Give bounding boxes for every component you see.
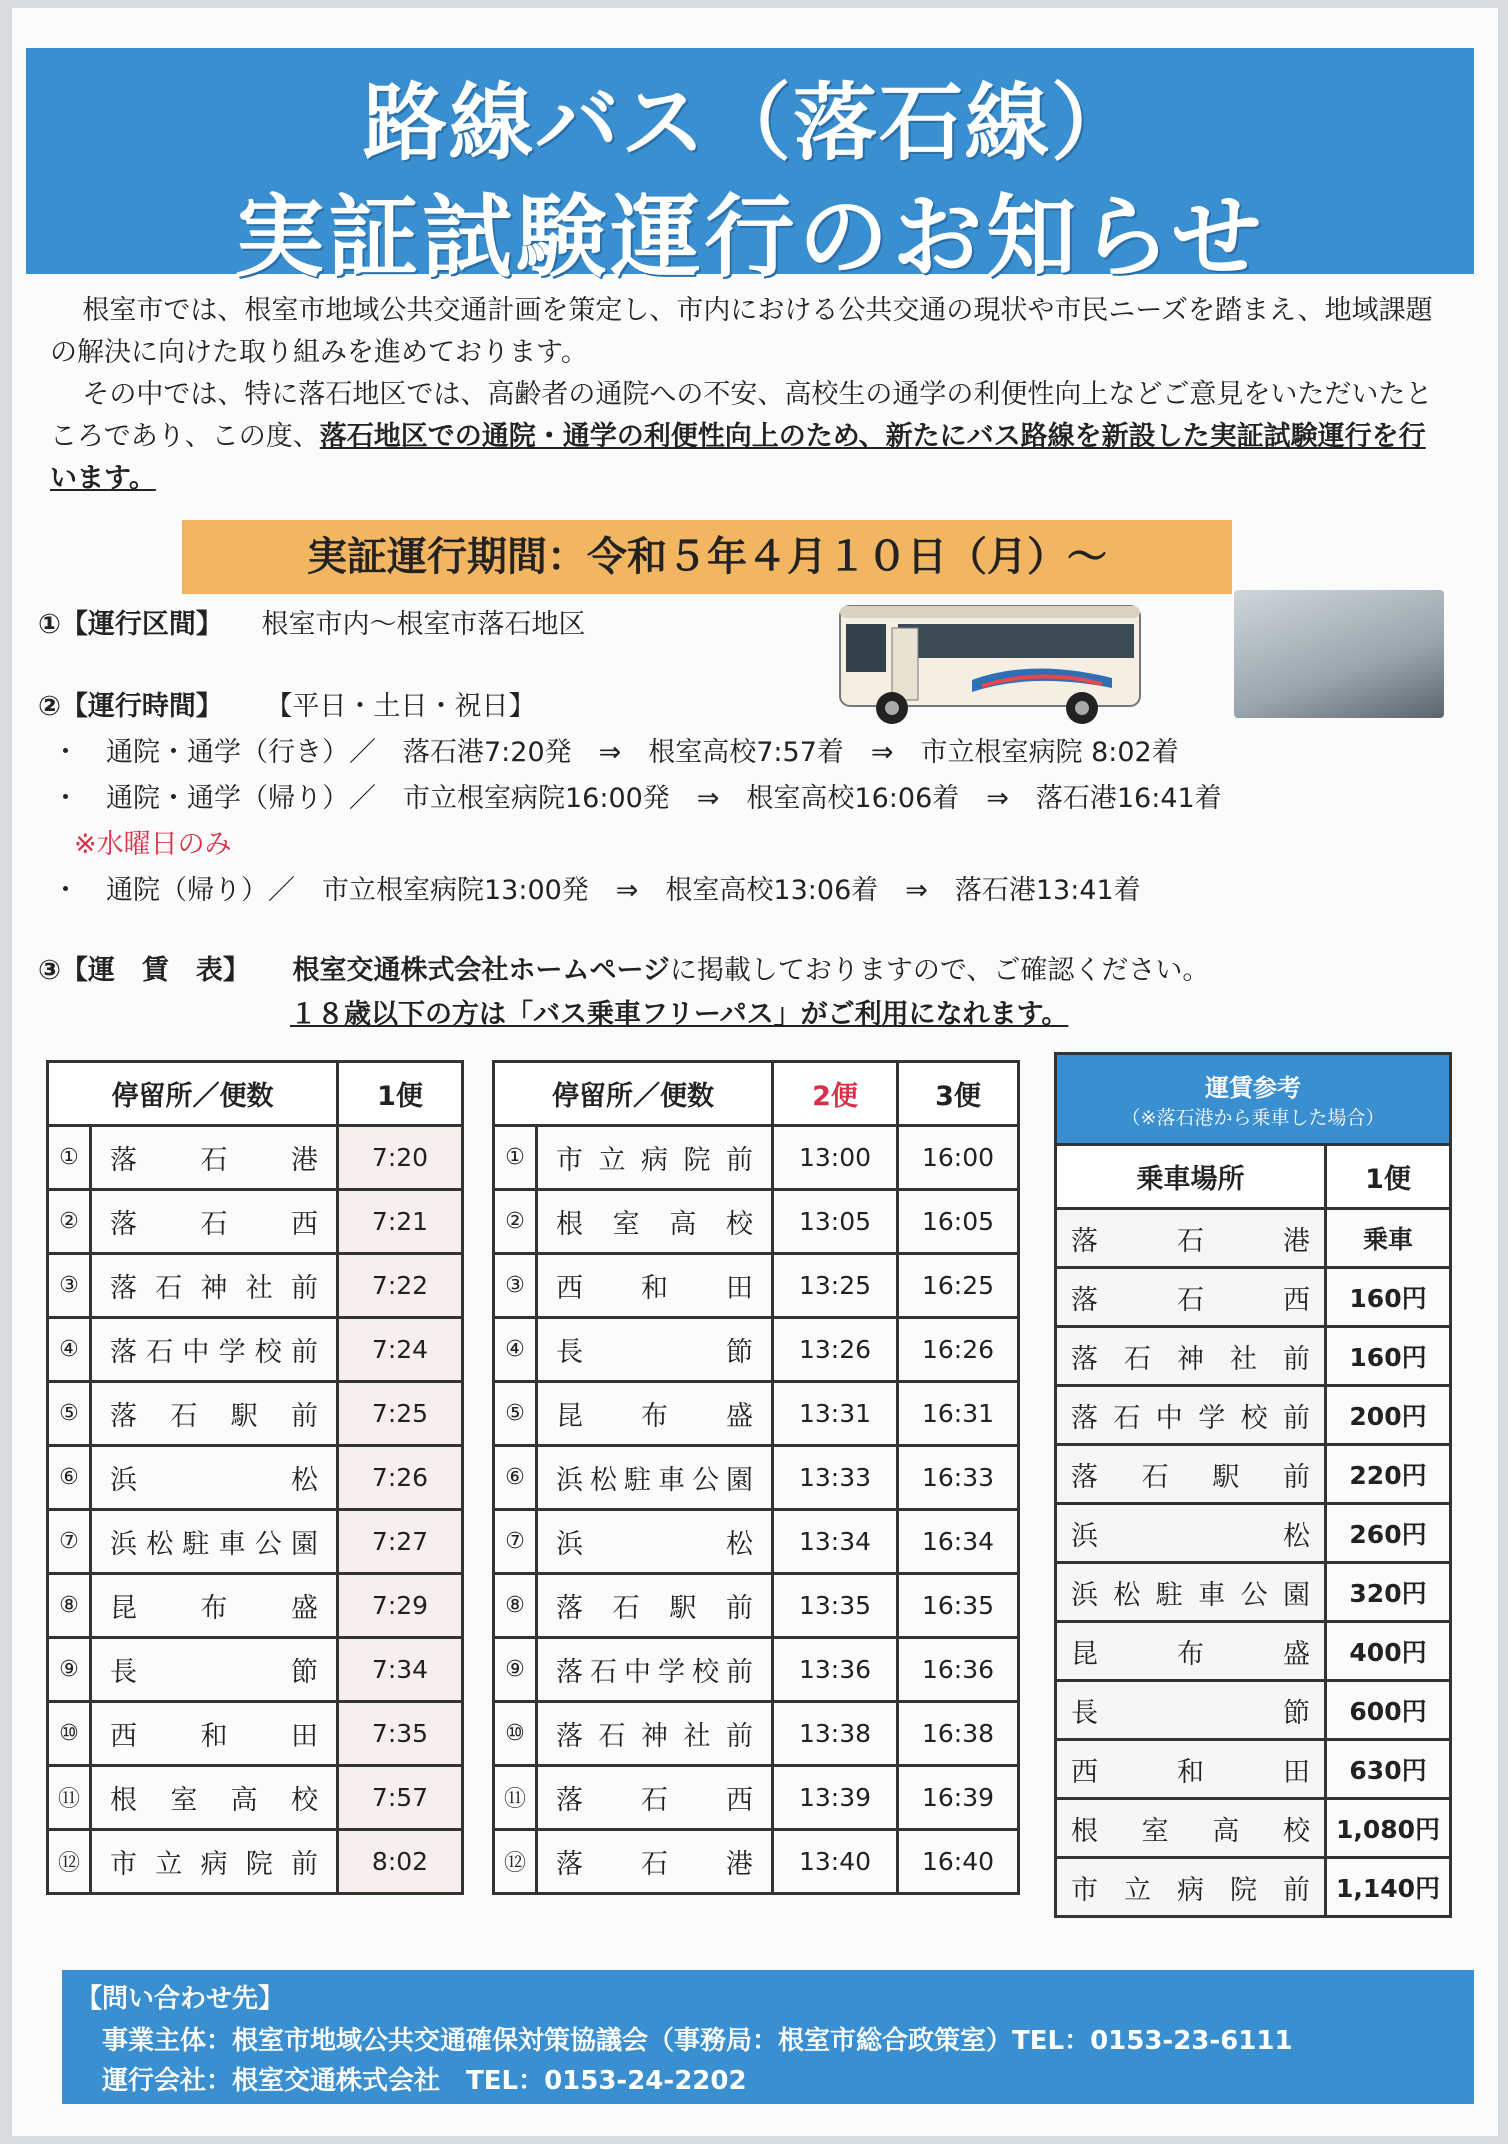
departure-time-trip3: 16:05 (898, 1190, 1019, 1254)
table-row (494, 1254, 1019, 1318)
table-row (48, 1638, 463, 1702)
section-route-heading: ①【運行区間】 (38, 609, 223, 640)
contact-line-1: 事業主体：根室市地域公共交通確保対策協議会（事務局：根室市総合政策室）TEL：0153-23-6111 (102, 2026, 1293, 2056)
stop-name: 落石港 (91, 1126, 338, 1190)
table-row (48, 1126, 463, 1190)
stop-number: ⑧ (48, 1574, 91, 1638)
departure-time-trip3: 16:38 (898, 1702, 1019, 1766)
stop-number: ② (494, 1190, 537, 1254)
intro-text (50, 290, 1450, 500)
free-pass-note: １８歳以下の方は「バス乗車フリーパス」がご利用になれます。 (290, 999, 1069, 1030)
departure-time: 7:26 (338, 1446, 463, 1510)
fare-line1-rest: に掲載しておりますので、ご確認ください。 (669, 955, 1210, 986)
departure-time-trip2: 13:36 (773, 1638, 898, 1702)
intro-paragraph-2-plain: その中では、特に落石地区では、高齢者の通院への不安、高校生の通学の利便性向上などご意見をいただいたところであり、この度、 (50, 379, 1433, 452)
departure-time-trip2: 13:00 (773, 1126, 898, 1190)
fare-price: 乗車 (1326, 1209, 1451, 1268)
departure-time: 7:20 (338, 1126, 463, 1190)
timetable-2-header-trip3: 3便 (898, 1062, 1019, 1126)
departure-time-trip2: 13:26 (773, 1318, 898, 1382)
stop-name: 落石港 (537, 1830, 773, 1894)
table-row (494, 1382, 1019, 1446)
table-row (1056, 1445, 1451, 1504)
stop-name: 落石駅前 (91, 1382, 338, 1446)
title-banner (26, 48, 1474, 290)
stop-name: 浜松 (537, 1510, 773, 1574)
timetable-1-header-trip: 1便 (338, 1062, 463, 1126)
contact-line-2: 運行会社：根室交通株式会社 TEL：0153-24-2202 (102, 2066, 747, 2096)
stop-number: ⑩ (494, 1702, 537, 1766)
fare-stop-name: 西和田 (1056, 1740, 1326, 1799)
table-row (48, 1318, 463, 1382)
departure-time: 8:02 (338, 1830, 463, 1894)
section-fare-heading: ③【運 賃 表】 (38, 955, 250, 986)
table-row (494, 1446, 1019, 1510)
stop-name: 落石駅前 (537, 1574, 773, 1638)
fare-price: 1,080円 (1326, 1799, 1451, 1858)
stop-name: 昆布盛 (537, 1382, 773, 1446)
fare-price: 160円 (1326, 1327, 1451, 1386)
table-row (494, 1126, 1019, 1190)
stop-name: 浜松駐車公園 (537, 1446, 773, 1510)
section-times-heading: ②【運行時間】 (38, 691, 223, 722)
fare-homepage-text: 根室交通株式会社ホームページ (292, 955, 670, 986)
table-row (1056, 1504, 1451, 1563)
fare-price: 160円 (1326, 1268, 1451, 1327)
stop-name: 落石西 (91, 1190, 338, 1254)
departure-time: 7:24 (338, 1318, 463, 1382)
fare-table (1054, 1052, 1452, 1918)
departure-time-trip3: 16:26 (898, 1318, 1019, 1382)
stop-name: 西和田 (537, 1254, 773, 1318)
period-banner: 実証運行期間：令和５年４月１０日（月）～ (182, 520, 1232, 594)
departure-time-trip2: 13:35 (773, 1574, 898, 1638)
fare-price: 200円 (1326, 1386, 1451, 1445)
fare-price: 400円 (1326, 1622, 1451, 1681)
table-row (48, 1510, 463, 1574)
table-row (494, 1318, 1019, 1382)
stop-number: ⑤ (48, 1382, 91, 1446)
bus-illustration (832, 588, 1152, 738)
driver-photo (1234, 590, 1444, 718)
stop-number: ⑫ (48, 1830, 91, 1894)
stop-name: 浜松駐車公園 (91, 1510, 338, 1574)
timetable-2-header-stop: 停留所／便数 (494, 1062, 773, 1126)
table-row (494, 1574, 1019, 1638)
table-row (1056, 1386, 1451, 1445)
wednesday-note: ※水曜日のみ (74, 829, 232, 860)
title-line1: 路線バス（落石線） (362, 74, 1137, 172)
section-times (38, 684, 535, 723)
stop-number: ① (48, 1126, 91, 1190)
fare-stop-name: 落石駅前 (1056, 1445, 1326, 1504)
departure-time-trip2: 13:40 (773, 1830, 898, 1894)
time-row-2: ・ 通院・通学（帰り）／ 市立根室病院16:00発 ⇒ 根室高校16:06着 ⇒ 落石港16:41着 (52, 783, 1222, 814)
departure-time-trip3: 16:35 (898, 1574, 1019, 1638)
departure-time: 7:34 (338, 1638, 463, 1702)
departure-time-trip3: 16:31 (898, 1382, 1019, 1446)
departure-time-trip2: 13:33 (773, 1446, 898, 1510)
departure-time: 7:21 (338, 1190, 463, 1254)
table-row (48, 1574, 463, 1638)
fare-stop-name: 落石西 (1056, 1268, 1326, 1327)
departure-time-trip2: 13:25 (773, 1254, 898, 1318)
fare-stop-name: 浜松 (1056, 1504, 1326, 1563)
time-row-1: ・ 通院・通学（行き）／ 落石港7:20発 ⇒ 根室高校7:57着 ⇒ 市立根室病院 8:02着 (52, 737, 1179, 768)
fare-stop-name: 根室高校 (1056, 1799, 1326, 1858)
table-row (1056, 1681, 1451, 1740)
stop-number: ④ (494, 1318, 537, 1382)
stop-name: 根室高校 (537, 1190, 773, 1254)
table-row (48, 1702, 463, 1766)
stop-name: 長節 (537, 1318, 773, 1382)
table-row (494, 1830, 1019, 1894)
contact-heading: 【問い合わせ先】 (76, 1984, 285, 2014)
fare-stop-name: 長節 (1056, 1681, 1326, 1740)
fare-stop-name: 落石神社前 (1056, 1327, 1326, 1386)
stop-number: ⑨ (48, 1638, 91, 1702)
fare-price: 220円 (1326, 1445, 1451, 1504)
fare-price: 1,140円 (1326, 1858, 1451, 1917)
stop-name: 落石神社前 (537, 1702, 773, 1766)
timetable-2 (492, 1060, 1020, 1895)
timetable-2-header-trip2: 2便 (773, 1062, 898, 1126)
departure-time-trip3: 16:40 (898, 1830, 1019, 1894)
fare-stop-name: 落石港 (1056, 1209, 1326, 1268)
table-row (1056, 1858, 1451, 1917)
stop-name: 市立病院前 (537, 1126, 773, 1190)
stop-number: ⑤ (494, 1382, 537, 1446)
fare-price: 600円 (1326, 1681, 1451, 1740)
fare-table-title-text: 運賃参考 (1205, 1074, 1301, 1102)
departure-time-trip3: 16:33 (898, 1446, 1019, 1510)
stop-number: ② (48, 1190, 91, 1254)
stop-name: 西和田 (91, 1702, 338, 1766)
departure-time-trip2: 13:05 (773, 1190, 898, 1254)
stop-number: ③ (48, 1254, 91, 1318)
table-row (494, 1766, 1019, 1830)
stop-name: 落石神社前 (91, 1254, 338, 1318)
timetable-1 (46, 1060, 464, 1895)
intro-paragraph-1: 根室市では、根室市地域公共交通計画を策定し、市内における公共交通の現状や市民ニーズを踏まえ、地域課題の解決に向けた取り組みを進めております。 (50, 295, 1433, 368)
intro-paragraph-2 (50, 374, 1450, 500)
table-row (1056, 1209, 1451, 1268)
stop-number: ⑧ (494, 1574, 537, 1638)
fare-header-trip: 1便 (1326, 1145, 1451, 1209)
fare-header-stop: 乗車場所 (1056, 1145, 1326, 1209)
stop-number: ⑨ (494, 1638, 537, 1702)
section-times-days: 【平日・土日・祝日】 (265, 691, 536, 722)
section-fare (38, 948, 1209, 987)
contact-footer (62, 1970, 1474, 2104)
table-row (48, 1830, 463, 1894)
fare-price: 260円 (1326, 1504, 1451, 1563)
stop-number: ③ (494, 1254, 537, 1318)
stop-number: ⑫ (494, 1830, 537, 1894)
fare-stop-name: 市立病院前 (1056, 1858, 1326, 1917)
departure-time-trip3: 16:39 (898, 1766, 1019, 1830)
section-route-value: 根室市内～根室市落石地区 (261, 609, 586, 640)
table-row (494, 1510, 1019, 1574)
table-row (48, 1382, 463, 1446)
time-row-wednesday: ・ 通院（帰り）／ 市立根室病院13:00発 ⇒ 根室高校13:06着 ⇒ 落石港13:41着 (52, 875, 1141, 906)
table-row (1056, 1799, 1451, 1858)
stop-number: ⑪ (494, 1766, 537, 1830)
fare-stop-name: 落石中学校前 (1056, 1386, 1326, 1445)
table-row (1056, 1622, 1451, 1681)
departure-time: 7:57 (338, 1766, 463, 1830)
stop-number: ⑪ (48, 1766, 91, 1830)
table-row (48, 1190, 463, 1254)
stop-name: 昆布盛 (91, 1574, 338, 1638)
timetable-1-header-stop: 停留所／便数 (48, 1062, 338, 1126)
departure-time-trip2: 13:34 (773, 1510, 898, 1574)
stop-number: ⑥ (494, 1446, 537, 1510)
table-row (48, 1766, 463, 1830)
departure-time-trip3: 16:00 (898, 1126, 1019, 1190)
table-row (1056, 1268, 1451, 1327)
table-row (494, 1190, 1019, 1254)
title-line2: 実証試験運行のお知らせ (234, 185, 1266, 290)
stop-name: 根室高校 (91, 1766, 338, 1830)
intro-paragraph-2-bold: 落石地区での通院・通学の利便性向上のため、新たにバス路線を新設した実証試験運行を行います。 (50, 421, 1426, 494)
stop-number: ① (494, 1126, 537, 1190)
departure-time-trip2: 13:31 (773, 1382, 898, 1446)
table-row (48, 1446, 463, 1510)
departure-time-trip3: 16:36 (898, 1638, 1019, 1702)
stop-number: ⑩ (48, 1702, 91, 1766)
stop-number: ④ (48, 1318, 91, 1382)
stop-name: 浜松 (91, 1446, 338, 1510)
departure-time-trip2: 13:39 (773, 1766, 898, 1830)
poster (12, 8, 1498, 2136)
fare-table-title (1056, 1054, 1451, 1145)
departure-time: 7:35 (338, 1702, 463, 1766)
departure-time: 7:27 (338, 1510, 463, 1574)
fare-table-subtitle: （※落石港から乗車した場合） (1121, 1107, 1385, 1129)
departure-time: 7:22 (338, 1254, 463, 1318)
departure-time-trip2: 13:38 (773, 1702, 898, 1766)
fare-price: 320円 (1326, 1563, 1451, 1622)
fare-price: 630円 (1326, 1740, 1451, 1799)
fare-stop-name: 昆布盛 (1056, 1622, 1326, 1681)
departure-time-trip3: 16:25 (898, 1254, 1019, 1318)
departure-time: 7:29 (338, 1574, 463, 1638)
table-row (1056, 1740, 1451, 1799)
table-row (1056, 1327, 1451, 1386)
table-row (494, 1702, 1019, 1766)
table-row (494, 1638, 1019, 1702)
stop-name: 長節 (91, 1638, 338, 1702)
section-route (38, 602, 585, 641)
stop-name: 落石西 (537, 1766, 773, 1830)
table-row (1056, 1563, 1451, 1622)
stop-number: ⑦ (494, 1510, 537, 1574)
table-row (48, 1254, 463, 1318)
stop-name: 落石中学校前 (91, 1318, 338, 1382)
departure-time-trip3: 16:34 (898, 1510, 1019, 1574)
stop-number: ⑦ (48, 1510, 91, 1574)
fare-stop-name: 浜松駐車公園 (1056, 1563, 1326, 1622)
stop-number: ⑥ (48, 1446, 91, 1510)
stop-name: 市立病院前 (91, 1830, 338, 1894)
departure-time: 7:25 (338, 1382, 463, 1446)
stop-name: 落石中学校前 (537, 1638, 773, 1702)
